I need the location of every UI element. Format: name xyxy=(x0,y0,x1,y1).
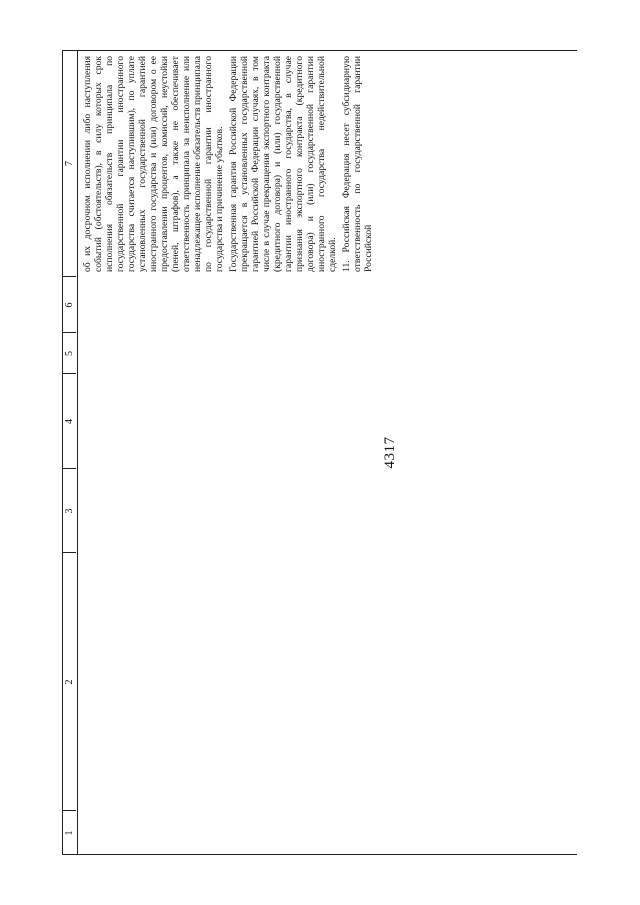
page-number: 4317 xyxy=(382,436,398,469)
header-cell-3: 3 xyxy=(64,508,75,514)
paragraph: 11. Российская Федерация несет субсидиарную ответственность по государственной гарантии Российской xyxy=(341,56,374,272)
column-divider xyxy=(62,468,76,469)
table-right-border xyxy=(62,50,577,51)
header-cell-2: 2 xyxy=(64,679,75,685)
paragraph: об их досрочном исполнении либо наступления событий (обстоятельств), в силу которых срок исполнения обязательств принципала по государственной гарантии иностранного государства считается наступившим), по уплате установленных государственной гарантией иностранного государства и (или) договором о ее предоставлении процентов, комиссий, неустойки (пеней, штрафов), а также не обеспечивает ответственность принципала за неисполнение или ненадлежащее исполнение обязательств принципала по государственной гарантии иностранного государства и причинение убытков. xyxy=(82,56,225,272)
column-divider xyxy=(62,810,76,811)
header-cell-4: 4 xyxy=(64,419,75,424)
table xyxy=(62,50,577,855)
header-cell-1: 1 xyxy=(64,830,75,836)
header-cell-5: 5 xyxy=(64,351,75,356)
column-divider xyxy=(62,373,76,374)
paragraph: Государственная гарантия Российской Федерации прекращается в установленных государственной гарантией Российской Федерации случаях, в том числе в случае прекращения экспортного контракта (кредитного договора) и (или) государственной гарантии иностранного государства, в случае признания экспортного контракта (кредитного договора) и (или) государственной гарантии иностранного государства недействительной сделкой. xyxy=(228,56,338,272)
header-cell-6: 6 xyxy=(64,302,75,308)
column-7-text xyxy=(82,56,377,272)
column-divider xyxy=(62,332,76,333)
column-divider xyxy=(62,276,76,277)
table-header-row xyxy=(62,50,78,855)
header-cell-7: 7 xyxy=(64,161,75,166)
column-divider xyxy=(62,552,76,553)
table-left-border xyxy=(62,854,577,855)
